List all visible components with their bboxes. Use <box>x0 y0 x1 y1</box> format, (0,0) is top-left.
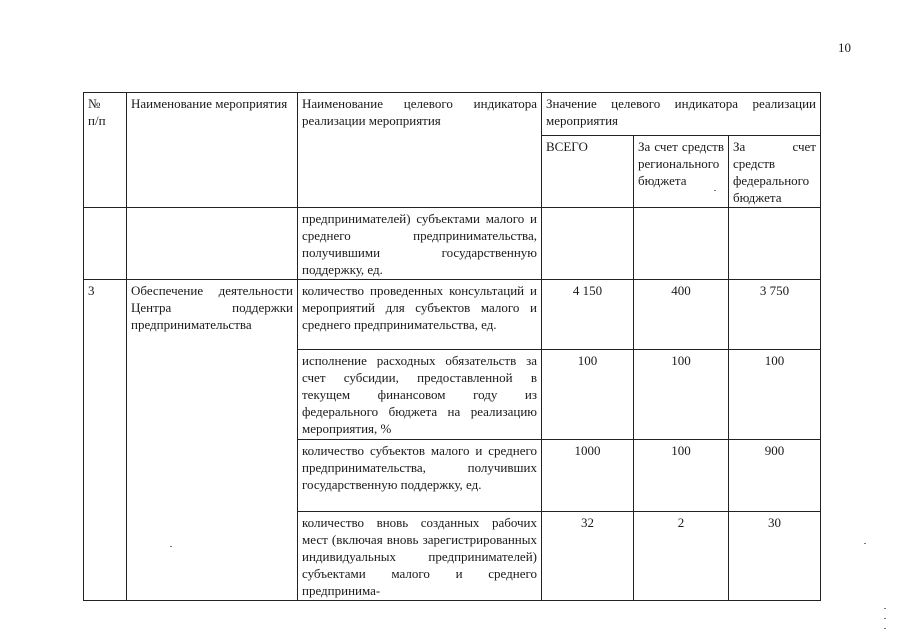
header-event-name: Наименование мероприятия <box>127 93 298 208</box>
cell-indicator: количество проведенных консультаций и мероприятий для субъектов малого и среднего предпринимательства, ед. <box>298 280 542 350</box>
header-row-1 <box>84 93 821 136</box>
scan-speck <box>170 546 172 547</box>
cell-total: 100 <box>542 350 634 440</box>
cell-regional <box>634 208 729 280</box>
cell-indicator: количество субъектов малого и среднего предпринимательства, получивших государственную поддержку, ед. <box>298 440 542 512</box>
cell-regional: 100 <box>634 350 729 440</box>
cell-federal: 30 <box>729 512 821 601</box>
header-indicator-name: Наименование целевого индикатора реализации мероприятия <box>298 93 542 208</box>
indicator-table <box>83 92 821 601</box>
table-row <box>84 280 821 350</box>
scan-speck <box>884 618 886 619</box>
header-num: № п/п <box>84 93 127 208</box>
cell-total: 4 150 <box>542 280 634 350</box>
page-number: 10 <box>838 40 851 55</box>
cell-federal: 900 <box>729 440 821 512</box>
scan-speck <box>884 628 886 629</box>
header-federal: За счет средств федерального бюджета <box>729 136 821 208</box>
header-regional: За счет средств регионального бюджета <box>634 136 729 208</box>
cell-indicator: исполнение расходных обязательств за счет субсидии, предоставленной в текущем финансовом году из федерального бюджета на реализацию мероприятия, % <box>298 350 542 440</box>
cell-regional: 400 <box>634 280 729 350</box>
header-value-group: Значение целевого индикатора реализации мероприятия <box>542 93 821 136</box>
cell-federal: 100 <box>729 350 821 440</box>
cell-num <box>84 208 127 280</box>
cell-federal: 3 750 <box>729 280 821 350</box>
cell-num: 3 <box>84 280 127 601</box>
scan-speck <box>714 190 716 191</box>
table-row <box>84 208 821 280</box>
cell-total: 32 <box>542 512 634 601</box>
cell-total <box>542 208 634 280</box>
scan-speck <box>884 608 886 609</box>
cell-total: 1000 <box>542 440 634 512</box>
cell-indicator: количество вновь созданных рабочих мест (включая вновь зарегистрированных индивидуальных предпринимателей) субъектами малого и среднего предпринима- <box>298 512 542 601</box>
cell-regional: 2 <box>634 512 729 601</box>
scan-speck <box>864 543 866 544</box>
cell-event <box>127 208 298 280</box>
cell-indicator: предпринимателей) субъектами малого и среднего предпринимательства, получившими государственную поддержку, ед. <box>298 208 542 280</box>
header-total: ВСЕГО <box>542 136 634 208</box>
cell-event: Обеспечение деятельности Центра поддержки предпринимательства <box>127 280 298 601</box>
cell-regional: 100 <box>634 440 729 512</box>
cell-federal <box>729 208 821 280</box>
